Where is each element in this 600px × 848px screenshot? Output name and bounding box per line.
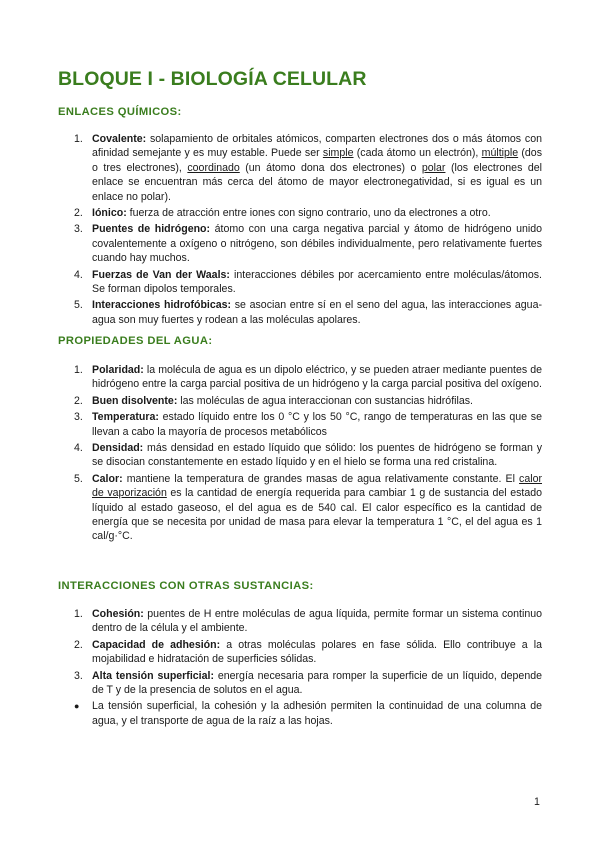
list-marker: 1. bbox=[74, 608, 83, 620]
list-item-term: Alta tensión superficial: bbox=[92, 669, 214, 682]
list-item: 3. Temperatura: estado líquido entre los 0 °C y los 50 °C, rango de temperaturas en las que se llevan a cabo la mayoría de procesos metabólicos bbox=[74, 411, 542, 438]
list-item-term: Temperatura: bbox=[92, 411, 159, 424]
list-marker: 2. bbox=[74, 394, 83, 407]
list-item: ● La tensión superficial, la cohesión y la adhesión permiten la continuidad de una columna de agua, y el transporte de agua de la raíz a las hojas. bbox=[74, 700, 542, 727]
underlined-term: múltiple bbox=[481, 147, 519, 160]
list-marker: 2. bbox=[74, 638, 83, 651]
page-number: 1 bbox=[534, 796, 540, 808]
list-item: 5. Interacciones hidrofóbicas: se asocian entre sí en el seno del agua, las interacciones agua-agua son muy fuertes y rodean a las moléculas apolares. bbox=[74, 299, 542, 326]
list-item-term: Capacidad de adhesión: bbox=[92, 638, 221, 651]
list-item: 1. Polaridad: la molécula de agua es un dipolo eléctrico, y se pueden atraer mediante puentes de hidrógeno entre la carga parcial positiva de un hidrógeno y la carga parcial positiva del oxígeno. bbox=[74, 364, 542, 391]
list-propiedades bbox=[58, 363, 542, 546]
underlined-term: polar bbox=[421, 161, 446, 174]
list-marker: 1. bbox=[74, 364, 83, 376]
list-marker: 3. bbox=[74, 223, 83, 236]
list-item-term: Polaridad: bbox=[92, 364, 144, 376]
section-heading-interacciones: INTERACCIONES CON OTRAS SUSTANCIAS: bbox=[58, 580, 314, 592]
list-item: 4. Densidad: más densidad en estado líquido que sólido: los puentes de hidrógeno se forman y se disocian constantemente en estado líquido y en el hielo se forma una red cristalina. bbox=[74, 442, 542, 469]
list-marker: 5. bbox=[74, 299, 83, 312]
list-marker: ● bbox=[74, 701, 80, 712]
list-item: 1. Covalente: solapamiento de orbitales atómicos, comparten electrones dos o más átomos con afinidad semejante y es muy estable. Puede ser simple (cada átomo un electrón), múltiple (dos o tres electrones), coordinado (un átomo dona dos electrones) o polar (los electrones del enlace se encuentran más cerca del átomo de mayor electronegatividad, si es igual es un enlace no polar). bbox=[74, 133, 542, 203]
list-marker: 3. bbox=[74, 411, 83, 424]
list-marker: 4. bbox=[74, 268, 83, 281]
section-heading-propiedades: PROPIEDADES DEL AGUA: bbox=[58, 335, 213, 347]
section-heading-enlaces: ENLACES QUÍMICOS: bbox=[58, 106, 182, 118]
list-item: 2. Buen disolvente: las moléculas de agua interaccionan con sustancias hidrófilas. bbox=[74, 394, 473, 407]
list-item-term: Calor: bbox=[92, 472, 123, 485]
list-item-term: Puentes de hidrógeno: bbox=[92, 223, 211, 236]
underlined-term: calor de vaporización bbox=[92, 472, 542, 500]
underlined-term: simple bbox=[322, 147, 354, 160]
list-marker: 4. bbox=[74, 442, 83, 455]
list-item: 3. Alta tensión superficial: energía necesaria para romper la superficie de un líquido, depende de T y de la presencia de solutos en el agua. bbox=[74, 669, 542, 697]
list-item: 4. Fuerzas de Van der Waals: interacciones débiles por acercamiento entre moléculas/átomos. Se forman dipolos temporales. bbox=[74, 268, 542, 296]
list-marker: 3. bbox=[74, 669, 83, 682]
list-item-term: Cohesión: bbox=[92, 608, 144, 620]
list-item: 2. Capacidad de adhesión: a otras moléculas polares en fase sólida. Ello contribuye a la mojabilidad e hidratación de superficies sólidas. bbox=[74, 638, 543, 666]
list-marker: 5. bbox=[74, 472, 83, 485]
list-item-term: Interacciones hidrofóbicas: bbox=[92, 299, 232, 312]
list-item: 3. Puentes de hidrógeno: átomo con una carga negativa parcial y átomo de hidrógeno unido covalentemente a oxígeno o nitrógeno, son débiles individualmente, pero relativamente fuertes cuando hay muchos. bbox=[74, 223, 542, 265]
underlined-term: coordinado bbox=[187, 161, 240, 174]
page-title: BLOQUE I - BIOLOGÍA CELULAR bbox=[58, 68, 367, 90]
list-item-term: Iónico: bbox=[92, 207, 127, 220]
list-marker: 2. bbox=[74, 207, 83, 220]
list-marker: 1. bbox=[74, 133, 83, 145]
list-item-term: Covalente: bbox=[92, 133, 147, 145]
list-item: 5. Calor: mantiene la temperatura de grandes masas de agua relativamente constante. El calor de vaporización es la cantidad de energía requerida para cambiar 1 g de sustancia del estado líquido al estado gaseoso, el del agua es de 540 cal. El calor específico es la cantidad de energía que se necesita por unidad de masa para elevar la temperatura 1 °C, el del agua es 1 cal/g·°C. bbox=[74, 472, 543, 543]
list-item: 1. Cohesión: puentes de H entre moléculas de agua líquida, permite formar un sistema continuo dentro de la célula y el ambiente. bbox=[74, 608, 542, 635]
list-enlaces bbox=[58, 132, 542, 329]
list-item-term: Densidad: bbox=[92, 442, 144, 455]
list-item-term: Fuerzas de Van der Waals: bbox=[92, 268, 230, 281]
list-item-term: Buen disolvente: bbox=[92, 394, 178, 407]
list-item: 2. Iónico: fuerza de atracción entre iones con signo contrario, uno da electrones a otro. bbox=[74, 207, 491, 220]
list-interacciones bbox=[58, 607, 542, 730]
